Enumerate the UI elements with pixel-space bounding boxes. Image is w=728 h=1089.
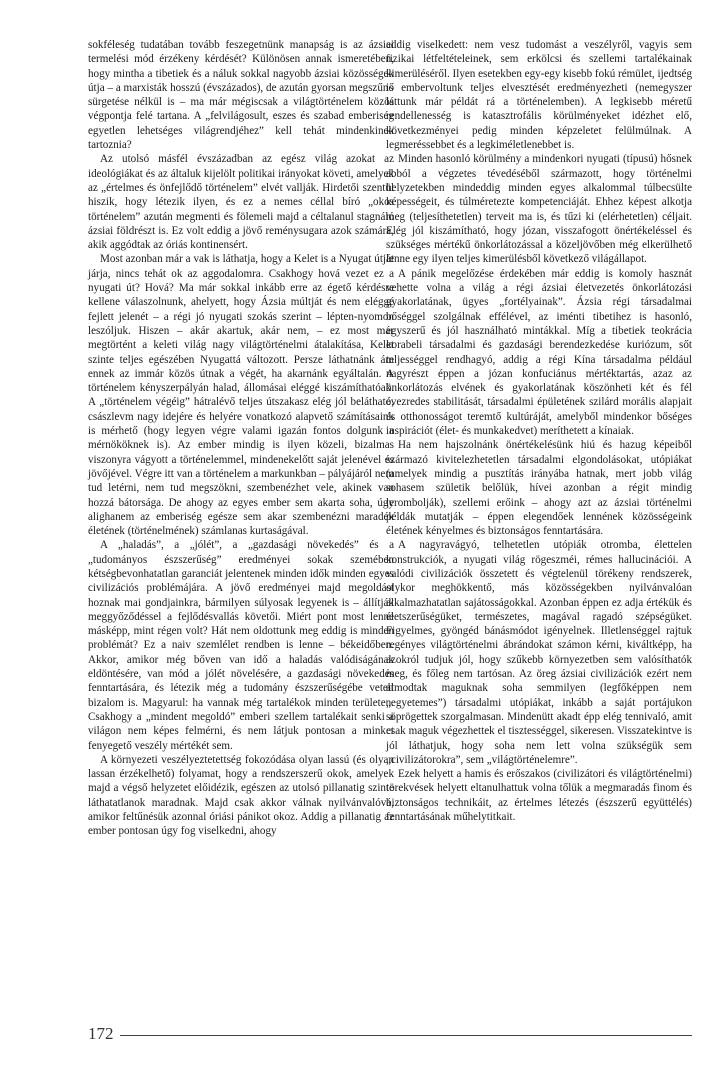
- footer-rule: [120, 1035, 692, 1036]
- paragraph: A nagyravágyó, telhetetlen utópiák otromba, élettelen konstrukciók, a nyugati világ rögeszméi, rémes hallucinációi. A valódi civilizációk összetett és végtelenül törékeny rendszerek, olykor meghökkentő, más közösségekben nyilvánvalóan alkalmazhatatlan sajátosságokkal. Azonban éppen ez adja értékük és életszerűségüket, természetes, magával ragadó szépségüket. Figyelmes, gyöngéd bánásmódot igényelnek. Illetlenséggel rajtuk regényes világtörténelmi ábrándokat számon kérni, kiváltképp, ha azokról tudjuk jól, hogy szűkebb környezetben sem valósíthatók meg, és főleg nem tartósan. Az öreg ázsiai civilizációk ezért nem álmodtak maguknak soha semmilyen (legfőképpen nem „egyetemes”) társadalmi utópiákat, inkább a saját portájukon söprögettek szorgalmasan. Mindenütt akadt épp elég tennivaló, amit csak maguk végezhettek el tisztességgel, sikeresen. Visszatekintve is jól láthatjuk, hogy soha nem lett volna szükségük sem „civilizátorokra”, sem „világtörténelemre”.: [386, 539, 692, 766]
- text-column-left: [88, 38, 394, 839]
- paragraph: Most azonban már a vak is láthatja, hogy a Kelet is a Nyugat útját járja, nincs tehát ok az aggodalomra. Csakhogy hová vezet ez a nyugati út? Hová? Ma már sokkal inkább erre az égető kérdésre kellene válaszolnunk, ahelyett, hogy Ázsia múltját és nem eléggé fejlett jelenét – a régi jó nyugati szokás szerint – lépten-nyomon leszóljuk. Hiszen – akár akartuk, akár nem, – ez most már megtörtént a keleti világ nagy világtörténelmi átalakítása, Kelet szinte teljes egészében Nyugattá változott. Persze láthatnánk ám ennek az immár közös útnak a végét, ha akarnánk egyáltalán. A történelem kényszerpályán halad, állomásai eléggé kiszámíthatóak. A „történelem végéig” hátralévő teljes útszakasz elég jól belátható, császlevm nagy idejére és helyére vonatkozó alapvető számításaink is mérhető (hogy legyen végre valami igazán fontos dolgunk a mérnököknek is). Az ember mindig is ilyen közeli, bizalmas viszonyra vágyott a történelemmel, mindenekelőtt saját jelenével és jövőjével. Végre itt van a történelem a markunkban – pályájáról nem tud letérni, nem tud megszökni, szembenézhet vele, akinek van hozzá bátorsága. De ahogy az egyes ember sem akarta soha, úgy alighanem az emberiség egésze sem akar szembenézni maradék életének (történelmének) számlanas kurtaságával.: [88, 253, 394, 538]
- page-footer: [88, 1024, 692, 1044]
- paragraph: Ha nem hajszolnánk önértékelésünk hiú és hazug képeiből származó kivitelezhetetlen társadalmi elgondolásokat, utópiákat (amelyek mindig a pusztítás irányába hatnak, mert jobb világ sohasem születik belőlük, hívei azonban a régit mindig lerombolják), szellemi erőink – ahogy azt az ázsiai történelmi példák mutatják – éppen elegendőek lennének közösségeink életének kényelmes és biztonságos fenntartására.: [386, 439, 692, 538]
- page-number: 172: [88, 1024, 114, 1043]
- text-column-right: [386, 38, 692, 824]
- paragraph: Minden hasonló körülmény a mindenkori nyugati (típusú) hősnek abból a végzetes tévedéséből származott, hogy történelmi helyzetekben mindeddig minden egyes alkalommal túlbecsülte képességeit, és túlméretezte kompetenciáját. Ehhez képest alkotja meg (teljesíthetetlen) terveit ma is, és tűzi ki (elérhetetlen) céljait. Elég jól kiszámítható, hogy józan, visszafogott önértékeléssel és szükséges mértékű önkorlátozással a közeljövőben még elkerülhető lenne egy ilyen teljes kimerülésből következő világállapot.: [386, 153, 692, 266]
- paragraph: eddig viselkedett: nem vesz tudomást a veszélyről, vagyis sem fizikai létfeltételeinek, sem erkölcsi és szellemi tartalékainak kimerüléséről. Ilyen esetekben egy-egy kisebb fokú rémület, ijedtség is embervoltunk teljes elvesztését eredményezheti (nemegyszer láttunk már példát rá a történelemben). A legkisebb méretű rendellenesség is katasztrofális körülményeket idézhet elő, következményei pedig minden képzeletet felülmúlnak. A legmeréssebbet és a legkiméletlenebbet is.: [386, 39, 692, 152]
- paragraph: A környezeti veszélyeztetettség fokozódása olyan lassú (és olyan lassan érzékelhető) folyamat, hogy a rendszerszerű okok, amelyek majd a végső helyzetet előidézik, egészen az utolsó pillanatig szinte láthatatlanok maradnak. Majd csak akkor válnak nyilvánvalóvá, amikor feltűnésük azonnal óriási pánikot okoz. Addig a pillanatig az ember pontosan úgy fog viselkedni, ahogy: [88, 753, 394, 838]
- paragraph: Az utolsó másfél évszázadban az egész világ azokat az ideológiákat és az általuk kijelölt politikai irányokat követi, amelyek az „értelmes és önfejlődő történelem” elvét vallják. Hirdetői szentül hiszik, hogy létezik ilyen, és ez a nemes céllal bíró „okos történelem” azután megmenti és fölemeli majd a céltalanul stagnáló ázsiai földrészt is. Ez volt eddig a jövő reménysugara azok számára, akik aggódtak az óriás kontinensért.: [88, 153, 394, 252]
- paragraph: sokféleség tudatában tovább feszegetnünk manapság is az ázsiai termelési mód érzékeny kérdését? Különösen annak ismeretében, hogy mintha a tibetiek és a náluk sokkal nagyobb ázsiai közösségek útja – a marxisták hosszú (évszázados), de azután gyorsan megszűnő sürgetése nélkül is – ma már mégiscsak a világtörténelem közös végpontja felé tartana. A „felvilágosult, eszes és szabad emberiség egyetlen lehetséges világrendjéhez” kell tehát mindenkinek tartoznia?: [88, 39, 394, 152]
- paragraph: A „haladás”, a „jólét”, a „gazdasági növekedés” és a „tudományos észszerűség” eredményei sokak szemében kétségbevonhatatlan garanciát jelentenek minden idők minden egyes civilizációs problémájára. A jövő eredményei majd megoldást hoznak mai gondjainkra, bármilyen súlyosak legyenek is – állítják meggyőződéssel a fejlődésvallás követői. Miért pont most lenne másképp, mint régen volt? Hát nem oldottunk meg eddig is minden problémát? Ez a naiv szemlélet rendben is lenne – békeidőben. Akkor, amikor még bőven van idő a haladás valódiságának eldöntésére, van mód a jólét növelésére, a gazdasági növekedés fenntartására, és létezik még a tudomány észszerűségébe vetett bizalom is. Magyarul: ha vannak még tartalékok minden területen. Csakhogy a „mindent megoldó” emberi szellem tartalékait senki a világon nem képes felmérni, és nem látjuk pontosan a minket fenyegető veszély mértékét sem.: [88, 539, 394, 752]
- paragraph: Ezek helyett a hamis és erőszakos (civilizátori és világtörténelmi) törekvések helyett eltanulhattuk volna tőlük a megmaradás finom és biztonságos technikáit, az értelmes létezés (észszerű együttélés) fenntartásának műhelytitkait.: [386, 768, 692, 824]
- paragraph: A pánik megelőzése érdekében már eddig is komoly hasznát vehette volna a világ a régi ázsiai életvezetés önkorlátozási gyakorlatának, ügyes „fortélyainak”. Ázsia régi társadalmai bőséggel szolgálnak effélével, az iménti tibetihez is hasonló, egyszerű és jól használható mintákkal. Míg a tibetiek teokrácia korabeli társadalmi és gazdasági berendezkedése kuriózum, sőt teljességgel rendhagyó, addig a régi Kína társadalma például nagyrészt éppen a józan konfuciánus mértéktartás, azaz az önkorlátozás elvének és gyakorlatának köszönheti két és fél évezredes stabilitását, társadalmi épületének szilárd morális alapjait és otthonosságot teremtő kultúráját, amelyből mindenkor bőséges inspirációt (élet- és munkakedvet) meríthetett a kínaiak.: [386, 267, 692, 438]
